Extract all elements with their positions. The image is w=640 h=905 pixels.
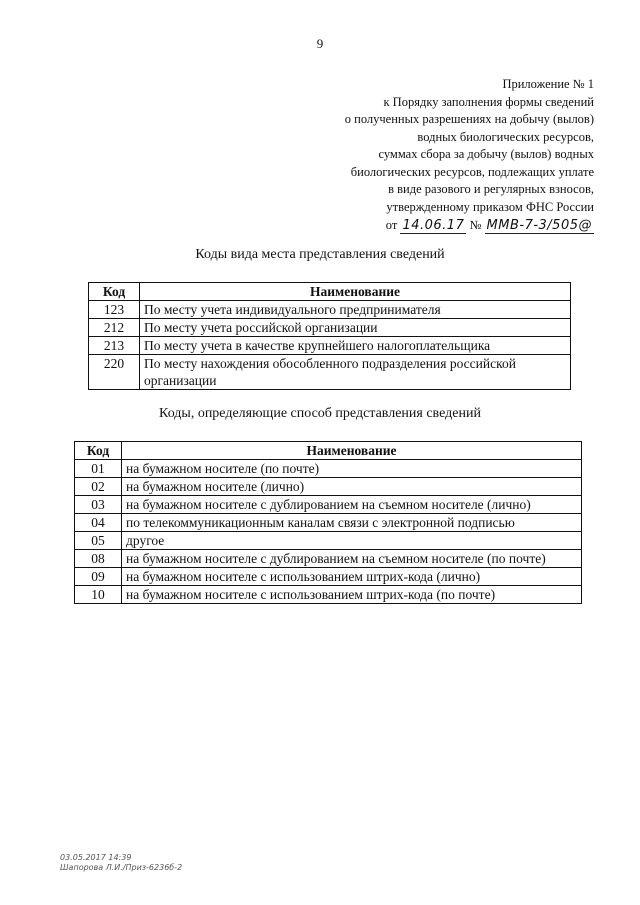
appendix-line: биологических ресурсов, подлежащих уплате <box>350 164 594 179</box>
row-code: 09 <box>75 568 122 586</box>
appendix-line: в виде разового и регулярных взносов, <box>388 182 594 196</box>
table-row <box>75 460 582 478</box>
appendix-line: о полученных разрешениях на добычу (вылов) <box>344 112 594 126</box>
table-row <box>89 337 571 355</box>
row-name: на бумажном носителе с использованием штрих-кода (по почте) <box>122 586 582 604</box>
row-code: 03 <box>75 496 122 514</box>
row-code: 220 <box>89 355 140 390</box>
row-code: 01 <box>75 460 122 478</box>
table-row <box>75 568 582 586</box>
appendix-header <box>294 76 594 235</box>
appendix-line: Приложение № 1 <box>502 77 594 91</box>
row-name: на бумажном носителе (лично) <box>122 478 582 496</box>
row-code: 08 <box>75 550 122 568</box>
row-code: 04 <box>75 514 122 532</box>
row-code: 05 <box>75 532 122 550</box>
appendix-line: к Порядку заполнения формы сведений <box>383 94 594 109</box>
row-code: 123 <box>89 301 140 319</box>
from-label: от <box>385 218 398 232</box>
table-row <box>89 355 571 390</box>
footer-author: Шапорова Л.И./Приз-6236б-2 <box>60 863 183 872</box>
row-name: на бумажном носителе с дублированием на съемном носителе (по почте) <box>122 550 582 568</box>
table-row <box>89 319 571 337</box>
table-row <box>75 514 582 532</box>
row-name: другое <box>122 532 582 550</box>
table-row <box>75 586 582 604</box>
row-name: По месту учета индивидуального предпринимателя <box>140 301 571 319</box>
appendix-line: суммах сбора за добычу (вылов) водных <box>378 147 594 161</box>
page-number: 9 <box>316 36 324 51</box>
footer-timestamp: 03.05.2017 14:39 <box>60 853 132 862</box>
order-date: 14.06.17 <box>402 218 465 233</box>
appendix-line: утвержденному приказом ФНС России <box>386 199 594 214</box>
table-header-row <box>89 283 571 301</box>
place-codes-table <box>88 282 571 390</box>
section2-title: Коды, определяющие способ представления сведений <box>159 406 481 421</box>
section1-title: Коды вида места представления сведений <box>195 247 445 262</box>
table-row <box>75 478 582 496</box>
table-header-row <box>75 442 582 460</box>
row-name: на бумажном носителе (по почте) <box>122 460 582 478</box>
row-code: 213 <box>89 337 140 355</box>
document-footer <box>60 853 182 873</box>
column-header-name: Наименование <box>122 442 582 460</box>
column-header-code: Код <box>89 283 140 301</box>
table-row <box>75 532 582 550</box>
appendix-line: водных биологических ресурсов, <box>417 129 594 144</box>
order-reference <box>294 217 594 235</box>
row-name: По месту учета в качестве крупнейшего налогоплательщика <box>140 337 571 355</box>
row-name: По месту учета российской организации <box>140 319 571 337</box>
row-name: По месту нахождения обособленного подразделения российской организации <box>140 355 571 390</box>
row-name: на бумажном носителе с дублированием на съемном носителе (лично) <box>122 496 582 514</box>
row-code: 10 <box>75 586 122 604</box>
table-row <box>75 550 582 568</box>
row-name: на бумажном носителе с использованием штрих-кода (лично) <box>122 568 582 586</box>
row-code: 212 <box>89 319 140 337</box>
number-label: № <box>469 218 482 232</box>
order-number: ММВ-7-3/505@ <box>486 218 592 233</box>
column-header-name: Наименование <box>140 283 571 301</box>
method-codes-table <box>74 441 582 604</box>
column-header-code: Код <box>75 442 122 460</box>
row-code: 02 <box>75 478 122 496</box>
table-row <box>89 301 571 319</box>
row-name: по телекоммуникационным каналам связи с электронной подписью <box>122 514 582 532</box>
table-row <box>75 496 582 514</box>
